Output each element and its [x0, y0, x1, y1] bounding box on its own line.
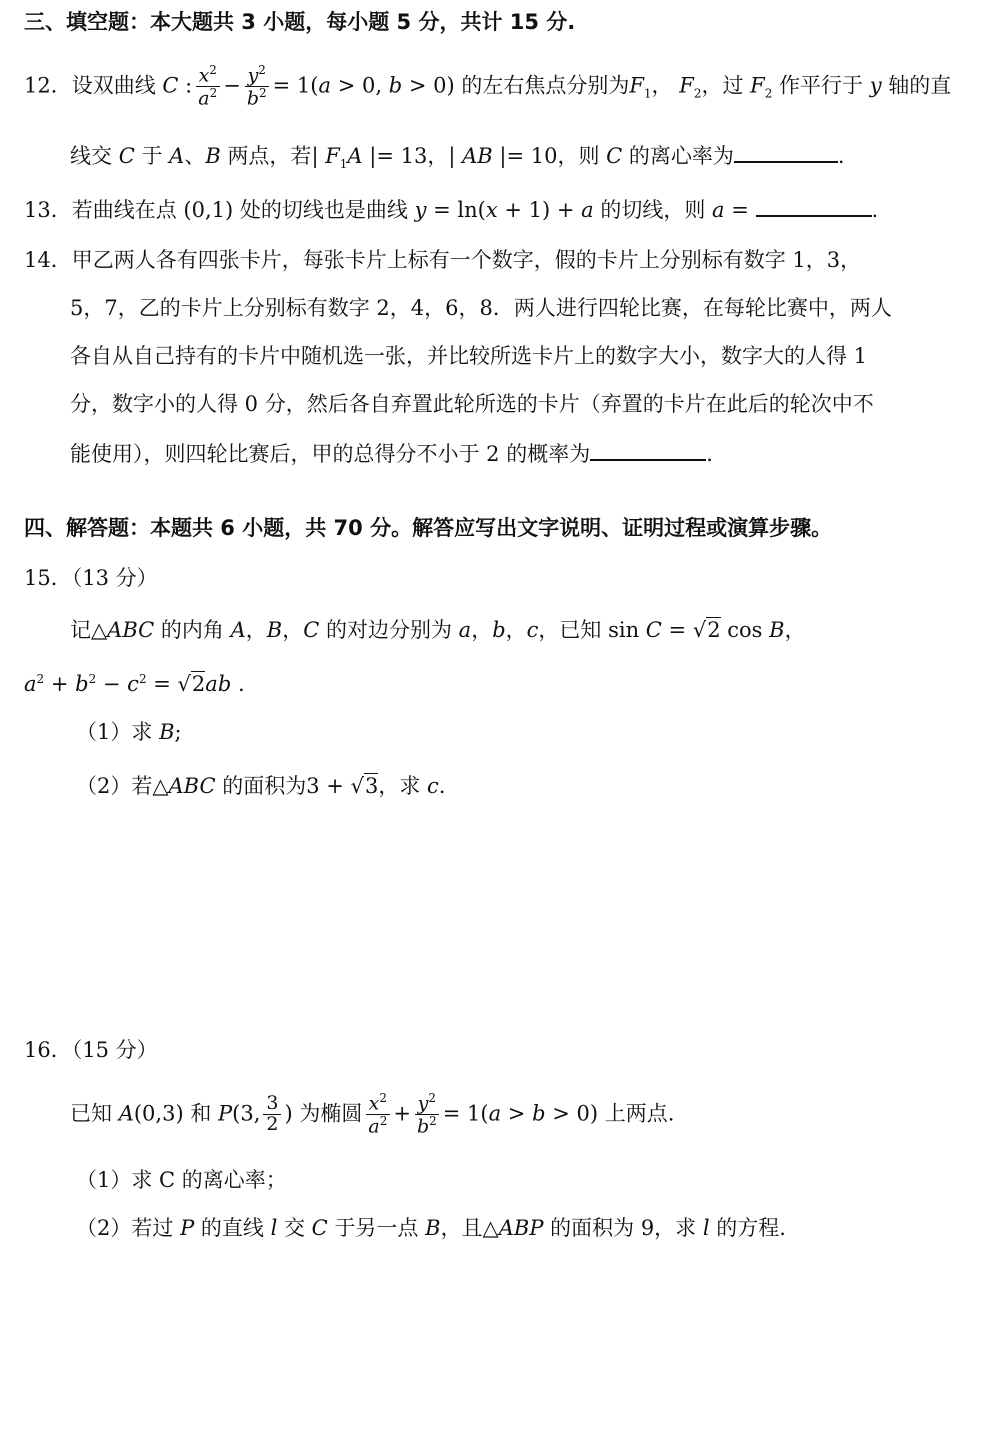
question-16-line-1: 已知 A(0,3) 和 P(3, $\frac{3}{2}$ ) 为椭圆 $\frac{x^2}{a^2}$ + $\frac{y^2}{b^2}$ = 1(a > b > 0) 上两点. [70, 1091, 675, 1138]
question-14-line-2: 5，7，乙的卡片上分别标有数字 2，4，6，8．两人进行四轮比赛，在每轮比赛中，两人 [70, 296, 892, 320]
question-15-line-2: $a^2 + b^2 - c^2 = √2ab$ . [24, 672, 245, 696]
question-14-line-1: 14．甲乙两人各有四张卡片，每张卡片上标有一个数字，假的卡片上分别标有数字 1，3， [24, 248, 862, 272]
answer-blank[interactable] [734, 142, 838, 163]
section-4-header: 四、解答题：本题共 6 小题，共 70 分。解答应写出文字说明、证明过程或演算步骤。 [24, 516, 833, 540]
question-13: 13．若曲线在点 (0,1) 处的切线也是曲线 y = ln(x + 1) + a 的切线，则 a = . [24, 197, 879, 222]
answer-blank[interactable] [756, 196, 872, 217]
question-16-number: 16．（15 分） [24, 1038, 158, 1062]
question-12-line-2: 线交 C 于 A、B 两点，若| $F_1A$ |= 13，| AB |= 10，则 C 的离心率为 . [70, 143, 845, 172]
question-15-part-2: （2）若△ABC 的面积为3 + √3，求 c. [76, 774, 446, 798]
answer-blank[interactable] [590, 440, 706, 461]
question-15-part-1: （1）求 B; [76, 720, 182, 744]
question-15-line-1: 记△ABC 的内角 A，B，C 的对边分别为 a，b，c，已知 sin C = √2 cos B， [70, 618, 806, 642]
section-3-header: 三、填空题：本大题共 3 小题，每小题 5 分，共计 15 分. [24, 10, 576, 34]
question-14-line-4: 分，数字小的人得 0 分，然后各自弃置此轮所选的卡片（弃置的卡片在此后的轮次中不 [70, 392, 874, 416]
question-15-number: 15．（13 分） [24, 566, 158, 590]
question-16-part-2: （2）若过 P 的直线 l 交 C 于另一点 B，且△ABP 的面积为 9，求 l 的方程. [76, 1216, 786, 1240]
question-16-part-1: （1）求 C 的离心率； [76, 1168, 287, 1192]
question-number: 12． [24, 73, 72, 98]
question-14-line-3: 各自从自己持有的卡片中随机选一张，并比较所选卡片上的数字大小，数字大的人得 1 [70, 344, 868, 368]
question-number: 13． [24, 197, 72, 222]
question-number: 14． [24, 248, 72, 272]
question-14-line-5: 能使用），则四轮比赛后，甲的总得分不小于 2 的概率为 . [70, 441, 713, 466]
question-12-line-1: 12．设双曲线 C : $\frac{x^2}{a^2}$ − $\frac{y^2}{b^2}$ = 1(a > 0, b > 0) 的左右焦点分别为$F_1$， $F_2$，过 $F_2$ 作平行于 y 轴的直 [24, 63, 952, 110]
